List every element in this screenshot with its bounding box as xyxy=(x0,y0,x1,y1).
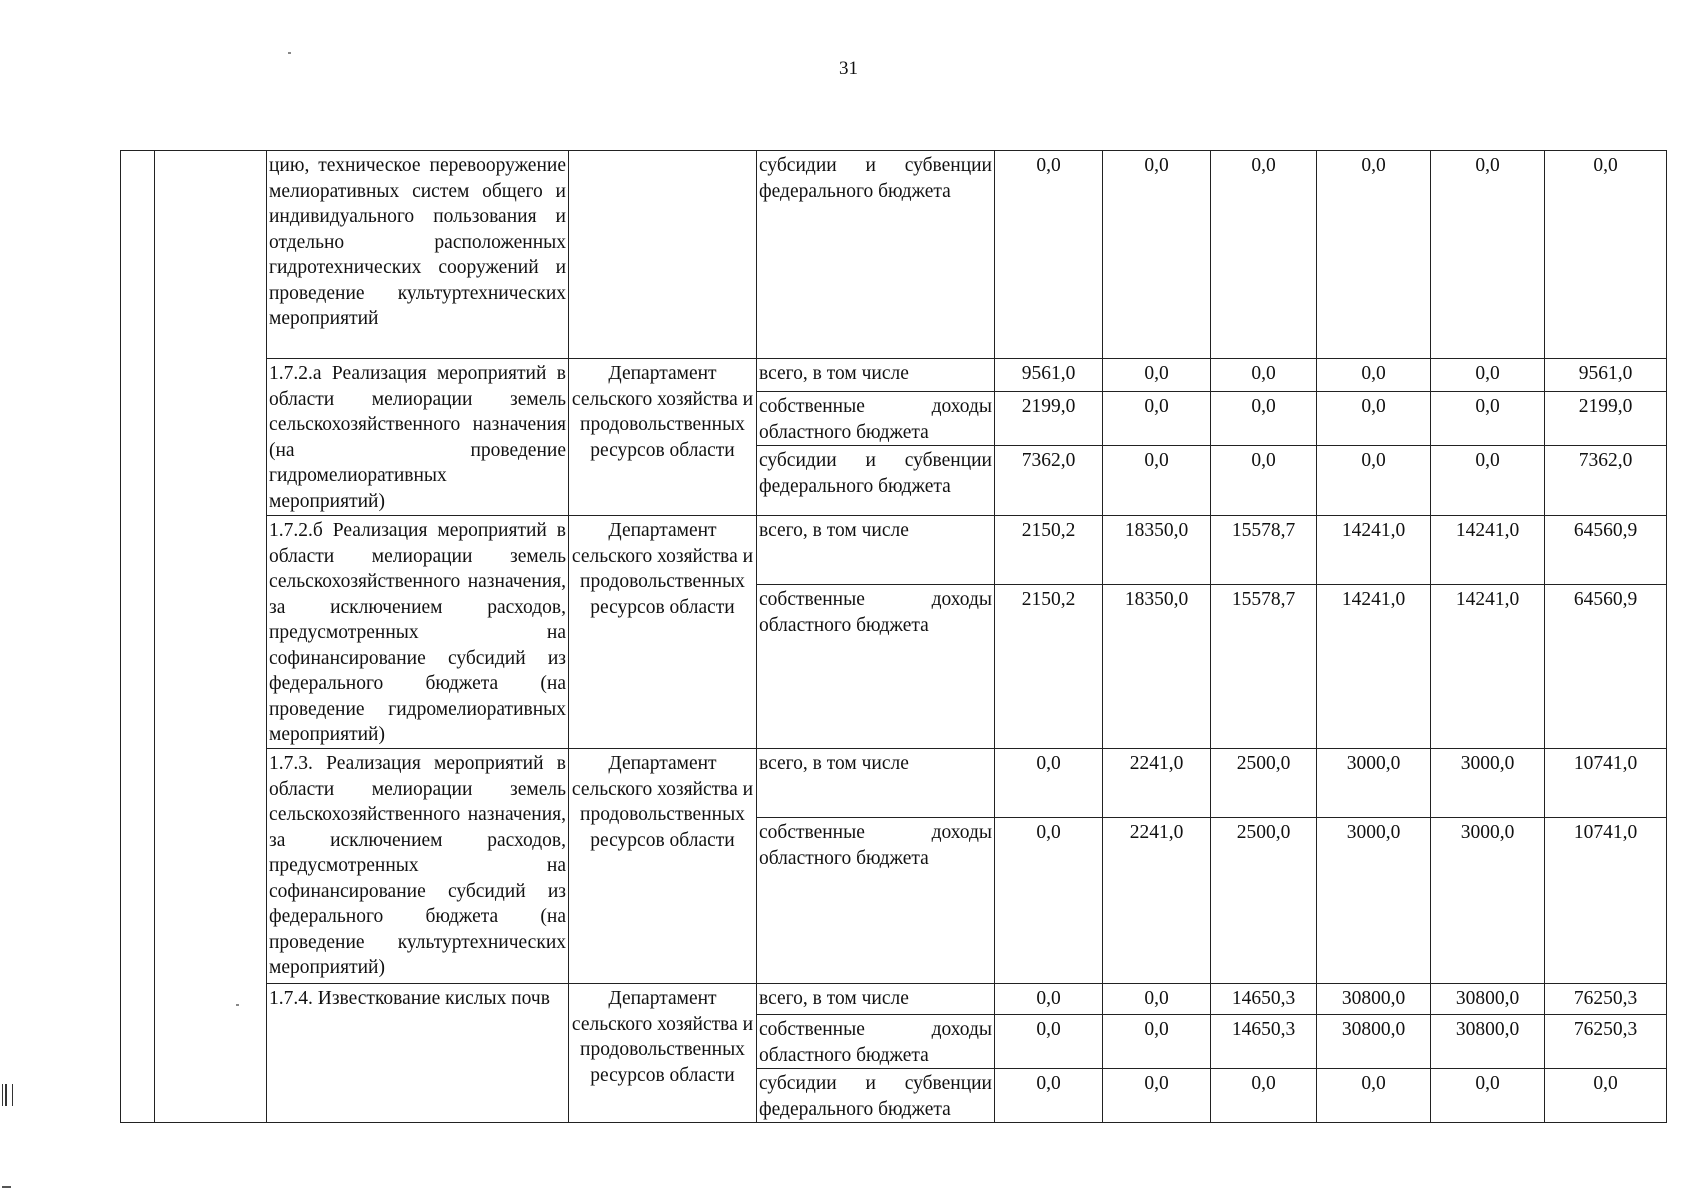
value-cell: 76250,3 xyxy=(1545,984,1667,1015)
value-cell: 2500,0 xyxy=(1211,818,1317,984)
activity-description: 1.7.4. Известкование кислых почв xyxy=(267,984,569,1123)
value-cell: 0,0 xyxy=(1431,1069,1545,1123)
value-cell: 3000,0 xyxy=(1431,749,1545,818)
value-cell: 3000,0 xyxy=(1431,818,1545,984)
funding-source: собственные доходы областного бюджета xyxy=(757,392,995,446)
activity-description: 1.7.2.б Реализация мероприятий в области мелиорации земель сельскохозяйственного назначения, за исключением расходов, предусмотренных на софинансирование субсидий из федерального бюджета (на проведение гидромелиоративных мероприятий) xyxy=(267,516,569,749)
value-cell: 14241,0 xyxy=(1317,585,1431,749)
scan-margin-dash xyxy=(2,1186,11,1188)
value-cell: 0,0 xyxy=(1211,1069,1317,1123)
code-column-cell xyxy=(155,151,267,1123)
value-cell: 0,0 xyxy=(1317,359,1431,392)
index-column-cell xyxy=(121,151,155,1123)
executor-cell: Департамент сельского хозяйства и продовольственных ресурсов области xyxy=(569,359,757,516)
funding-source: субсидии и субвенции федерального бюджета xyxy=(757,151,995,359)
value-cell: 18350,0 xyxy=(1103,585,1211,749)
value-cell: 0,0 xyxy=(1211,359,1317,392)
activity-description: цию, техническое перевооружение мелиоративных систем общего и индивидуального пользования и отдельно расположенных гидротехнических сооружений и проведение культуртехнических мероприятий xyxy=(267,151,569,359)
value-cell: 0,0 xyxy=(1317,1069,1431,1123)
scan-margin-mark xyxy=(2,1084,13,1106)
value-cell: 0,0 xyxy=(995,818,1103,984)
value-cell: 0,0 xyxy=(1431,359,1545,392)
table-row xyxy=(121,151,1667,359)
value-cell: 0,0 xyxy=(995,749,1103,818)
executor-cell: Департамент сельского хозяйства и продовольственных ресурсов области xyxy=(569,749,757,984)
funding-source: субсидии и субвенции федерального бюджета xyxy=(757,1069,995,1123)
value-cell: 0,0 xyxy=(1103,359,1211,392)
executor-cell: Департамент сельского хозяйства и продовольственных ресурсов области xyxy=(569,516,757,749)
value-cell: 0,0 xyxy=(995,151,1103,359)
value-cell: 2150,2 xyxy=(995,585,1103,749)
executor-cell xyxy=(569,151,757,359)
value-cell: 0,0 xyxy=(1431,446,1545,516)
value-cell: 0,0 xyxy=(1431,392,1545,446)
value-cell: 0,0 xyxy=(1545,1069,1667,1123)
value-cell: 64560,9 xyxy=(1545,585,1667,749)
value-cell: 0,0 xyxy=(1545,151,1667,359)
value-cell: 0,0 xyxy=(1103,984,1211,1015)
value-cell: 3000,0 xyxy=(1317,749,1431,818)
value-cell: 0,0 xyxy=(1103,1069,1211,1123)
funding-source: всего, в том числе xyxy=(757,984,995,1015)
value-cell: 14241,0 xyxy=(1431,516,1545,585)
value-cell: 0,0 xyxy=(1211,151,1317,359)
value-cell: 2150,2 xyxy=(995,516,1103,585)
value-cell: 0,0 xyxy=(1317,446,1431,516)
value-cell: 7362,0 xyxy=(995,446,1103,516)
value-cell: 76250,3 xyxy=(1545,1015,1667,1069)
value-cell: 15578,7 xyxy=(1211,516,1317,585)
funding-source: всего, в том числе xyxy=(757,359,995,392)
value-cell: 2500,0 xyxy=(1211,749,1317,818)
page-number: 31 xyxy=(839,58,858,79)
value-cell: 2199,0 xyxy=(1545,392,1667,446)
value-cell: 0,0 xyxy=(1103,446,1211,516)
funding-source: собственные доходы областного бюджета xyxy=(757,585,995,749)
value-cell: 64560,9 xyxy=(1545,516,1667,585)
value-cell: 14650,3 xyxy=(1211,1015,1317,1069)
value-cell: 10741,0 xyxy=(1545,818,1667,984)
budget-table-wrapper xyxy=(120,150,1667,1123)
value-cell: 0,0 xyxy=(1103,1015,1211,1069)
value-cell: 9561,0 xyxy=(995,359,1103,392)
value-cell: 0,0 xyxy=(995,1015,1103,1069)
value-cell: 14241,0 xyxy=(1431,585,1545,749)
value-cell: 30800,0 xyxy=(1431,984,1545,1015)
funding-source: субсидии и субвенции федерального бюджета xyxy=(757,446,995,516)
funding-source: собственные доходы областного бюджета xyxy=(757,818,995,984)
activity-description: 1.7.3. Реализация мероприятий в области мелиорации земель сельскохозяйственного назначения, за исключением расходов, предусмотренных на софинансирование субсидий из федерального бюджета (на проведение культуртехнических мероприятий) xyxy=(267,749,569,984)
table-row xyxy=(121,359,1667,392)
value-cell: 0,0 xyxy=(1317,151,1431,359)
value-cell: 0,0 xyxy=(1103,151,1211,359)
value-cell: 2241,0 xyxy=(1103,749,1211,818)
funding-source: всего, в том числе xyxy=(757,516,995,585)
value-cell: 9561,0 xyxy=(1545,359,1667,392)
funding-source: всего, в том числе xyxy=(757,749,995,818)
value-cell: 0,0 xyxy=(1431,151,1545,359)
value-cell: 2199,0 xyxy=(995,392,1103,446)
value-cell: 30800,0 xyxy=(1317,1015,1431,1069)
value-cell: 30800,0 xyxy=(1317,984,1431,1015)
value-cell: 18350,0 xyxy=(1103,516,1211,585)
value-cell: 14241,0 xyxy=(1317,516,1431,585)
table-row xyxy=(121,749,1667,818)
value-cell: 0,0 xyxy=(1211,392,1317,446)
value-cell: 3000,0 xyxy=(1317,818,1431,984)
table-row xyxy=(121,984,1667,1015)
value-cell: 0,0 xyxy=(995,1069,1103,1123)
value-cell: 14650,3 xyxy=(1211,984,1317,1015)
scan-speck xyxy=(288,52,291,54)
value-cell: 2241,0 xyxy=(1103,818,1211,984)
value-cell: 7362,0 xyxy=(1545,446,1667,516)
executor-cell: Департамент сельского хозяйства и продовольственных ресурсов области xyxy=(569,984,757,1123)
activity-description: 1.7.2.а Реализация мероприятий в области мелиорации земель сельскохозяйственного назначения (на проведение гидромелиоративных мероприятий) xyxy=(267,359,569,516)
value-cell: 0,0 xyxy=(1211,446,1317,516)
table-row xyxy=(121,516,1667,585)
scan-speck xyxy=(236,1004,239,1006)
budget-table xyxy=(120,150,1667,1123)
value-cell: 0,0 xyxy=(995,984,1103,1015)
value-cell: 10741,0 xyxy=(1545,749,1667,818)
value-cell: 30800,0 xyxy=(1431,1015,1545,1069)
value-cell: 0,0 xyxy=(1103,392,1211,446)
value-cell: 0,0 xyxy=(1317,392,1431,446)
funding-source: собственные доходы областного бюджета xyxy=(757,1015,995,1069)
value-cell: 15578,7 xyxy=(1211,585,1317,749)
